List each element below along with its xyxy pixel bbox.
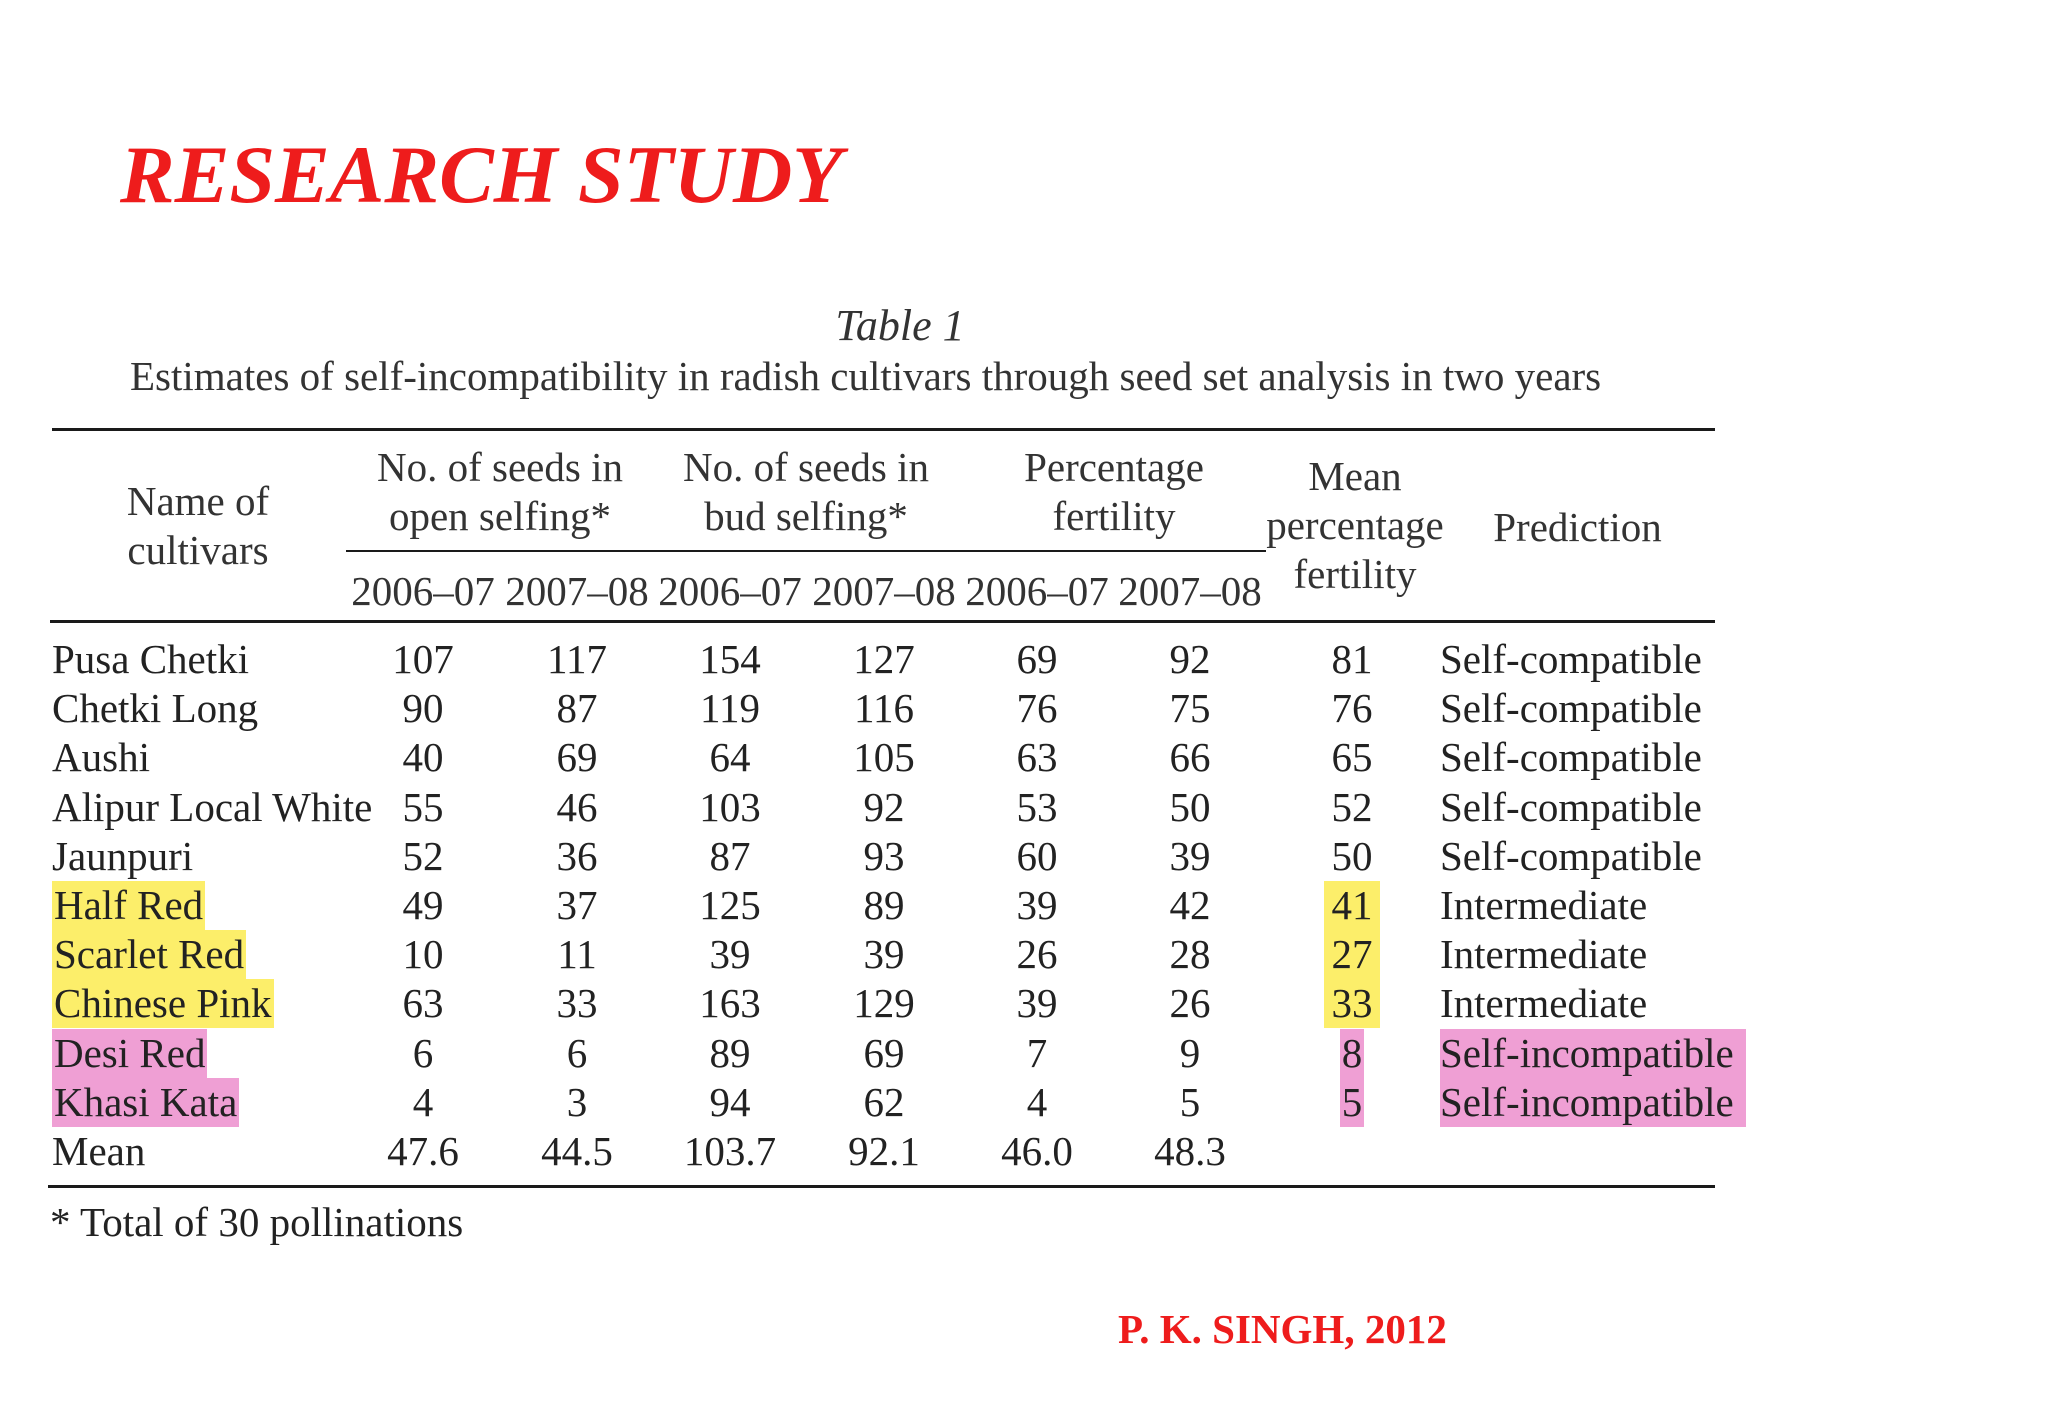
value-cell: 36 — [556, 832, 598, 879]
value-cell: 39 — [863, 931, 905, 978]
mean-fertility-cell: 81 — [1331, 636, 1373, 682]
value-cell: 127 — [853, 636, 915, 682]
value-cell: 37 — [556, 882, 598, 928]
header-year: 2006–07 — [965, 568, 1109, 614]
header-open-selfing-line: No. of seeds in — [377, 444, 623, 490]
value-cell: 60 — [1016, 832, 1058, 879]
value-cell: 75 — [1169, 685, 1211, 732]
value-cell: 64 — [709, 734, 751, 781]
header-open-selfing — [350, 443, 650, 541]
mean-fertility-cell: 52 — [1331, 783, 1373, 830]
table-top-rule — [52, 428, 1715, 431]
mean-row-label: Mean — [52, 1128, 146, 1174]
cultivar-name: Chinese Pink — [54, 980, 272, 1027]
cultivar-name: Chetki Long — [52, 685, 259, 732]
mean-row-value: 103.7 — [683, 1128, 777, 1174]
mean-fertility-cell: 76 — [1331, 685, 1373, 732]
mean-row-value: 48.3 — [1154, 1128, 1226, 1174]
value-cell: 4 — [412, 1078, 434, 1125]
value-cell: 107 — [392, 636, 454, 682]
value-cell: 89 — [863, 882, 905, 928]
value-cell: 93 — [863, 832, 905, 879]
mean-fertility-cell: 27 — [1324, 930, 1380, 979]
table-footnote: * Total of 30 pollinations — [50, 1199, 464, 1245]
value-cell: 52 — [402, 832, 444, 879]
value-cell: 4 — [1026, 1078, 1048, 1125]
author-credit: P. K. SINGH, 2012 — [1118, 1306, 1447, 1352]
header-percentage-fertility — [964, 443, 1264, 541]
value-cell: 116 — [854, 685, 914, 732]
mean-fertility-cell: 5 — [1341, 1078, 1363, 1125]
value-cell: 92 — [1169, 636, 1211, 682]
value-cell: 89 — [709, 1029, 751, 1076]
value-cell: 76 — [1016, 685, 1058, 732]
prediction-cell: Self-incompatible — [1440, 1078, 1746, 1127]
cultivar-name: Aushi — [52, 734, 150, 781]
header-percentage-fertility-line: Percentage — [1024, 444, 1204, 490]
prediction-cell: Self-compatible — [1440, 832, 1702, 879]
value-cell: 10 — [402, 931, 444, 978]
mean-fertility-cell: 8 — [1341, 1029, 1363, 1076]
value-cell: 11 — [557, 931, 597, 978]
header-bud-selfing-line: No. of seeds in — [683, 444, 929, 490]
mean-fertility-cell: 50 — [1331, 832, 1373, 879]
table-caption: Table 1 — [835, 301, 965, 350]
cultivar-name: Desi Red — [54, 1029, 206, 1076]
value-cell: 39 — [1016, 882, 1058, 928]
value-cell: 50 — [1169, 783, 1211, 830]
cultivar-name: Pusa Chetki — [52, 636, 250, 682]
prediction-cell: Self-compatible — [1440, 783, 1702, 830]
value-cell: 69 — [556, 734, 598, 781]
value-cell: 119 — [700, 685, 760, 732]
value-cell: 90 — [402, 685, 444, 732]
value-cell: 125 — [699, 882, 761, 928]
value-cell: 33 — [556, 980, 598, 1027]
value-cell: 87 — [556, 685, 598, 732]
value-cell: 69 — [863, 1029, 905, 1076]
prediction-cell: Intermediate — [1440, 882, 1648, 928]
header-name — [98, 477, 298, 575]
header-name-line: Name of — [126, 478, 270, 524]
cultivar-name: Scarlet Red — [54, 931, 245, 978]
value-cell: 63 — [1016, 734, 1058, 781]
value-cell: 53 — [1016, 783, 1058, 830]
prediction-cell: Self-compatible — [1440, 734, 1702, 781]
header-mean-percentage — [1260, 452, 1450, 599]
mean-fertility-cell: 33 — [1324, 979, 1380, 1028]
value-cell: 63 — [402, 980, 444, 1027]
cultivar-name: Alipur Local White — [52, 783, 373, 830]
value-cell: 40 — [402, 734, 444, 781]
header-year: 2006–07 — [351, 568, 495, 614]
value-cell: 163 — [699, 980, 761, 1027]
value-cell: 28 — [1169, 931, 1211, 978]
value-cell: 3 — [566, 1078, 588, 1125]
header-bottom-rule — [50, 620, 1715, 623]
slide-title: RESEARCH STUDY — [120, 129, 843, 220]
header-mean-percentage-line: percentage — [1266, 502, 1444, 548]
cultivar-name: Khasi Kata — [54, 1078, 238, 1125]
header-name-line: cultivars — [127, 527, 269, 573]
mean-row-value: 44.5 — [541, 1128, 613, 1174]
mean-row-value: 46.0 — [1001, 1128, 1073, 1174]
value-cell: 94 — [709, 1078, 751, 1125]
value-cell: 105 — [853, 734, 915, 781]
value-cell: 55 — [402, 783, 444, 830]
value-cell: 6 — [566, 1029, 588, 1076]
value-cell: 39 — [709, 931, 751, 978]
header-year: 2006–07 — [658, 568, 802, 614]
value-cell: 6 — [412, 1029, 434, 1076]
value-cell: 66 — [1169, 734, 1211, 781]
mean-row-value: 92.1 — [848, 1128, 920, 1174]
value-cell: 87 — [709, 832, 751, 879]
header-group-rule — [346, 550, 1266, 552]
header-mean-percentage-line: Mean — [1308, 453, 1402, 499]
header-year: 2007–08 — [812, 568, 956, 614]
cultivar-name: Half Red — [54, 882, 204, 928]
header-mean-percentage-line: fertility — [1293, 551, 1417, 597]
header-prediction: Prediction — [1493, 504, 1662, 550]
prediction-cell: Self-compatible — [1440, 685, 1702, 732]
prediction-cell: Intermediate — [1440, 931, 1648, 978]
value-cell: 117 — [547, 636, 607, 682]
value-cell: 46 — [556, 783, 598, 830]
value-cell: 49 — [402, 882, 444, 928]
value-cell: 62 — [863, 1078, 905, 1125]
header-open-selfing-line: open selfing* — [388, 493, 612, 539]
value-cell: 26 — [1016, 931, 1058, 978]
prediction-cell: Self-compatible — [1440, 636, 1702, 682]
value-cell: 39 — [1169, 832, 1211, 879]
cultivar-name: Jaunpuri — [52, 832, 194, 879]
value-cell: 154 — [699, 636, 761, 682]
value-cell: 26 — [1169, 980, 1211, 1027]
prediction-cell: Self-incompatible — [1440, 1029, 1746, 1078]
value-cell: 9 — [1179, 1029, 1201, 1076]
header-bud-selfing — [656, 443, 956, 541]
mean-fertility-cell: 41 — [1324, 881, 1380, 930]
value-cell: 5 — [1179, 1078, 1201, 1125]
value-cell: 7 — [1026, 1029, 1048, 1076]
table-bottom-rule — [48, 1185, 1715, 1188]
mean-row-value: 47.6 — [387, 1128, 459, 1174]
header-year: 2007–08 — [505, 568, 649, 614]
prediction-cell: Intermediate — [1440, 980, 1648, 1027]
value-cell: 39 — [1016, 980, 1058, 1027]
value-cell: 69 — [1016, 636, 1058, 682]
value-cell: 129 — [853, 980, 915, 1027]
mean-fertility-cell: 65 — [1331, 734, 1373, 781]
table-subcaption: Estimates of self-incompatibility in radish cultivars through seed set analysis in two years — [130, 353, 1602, 399]
value-cell: 92 — [863, 783, 905, 830]
header-year: 2007–08 — [1118, 568, 1262, 614]
value-cell: 42 — [1169, 882, 1211, 928]
header-percentage-fertility-line: fertility — [1052, 493, 1176, 539]
header-bud-selfing-line: bud selfing* — [704, 493, 908, 539]
value-cell: 103 — [699, 783, 761, 830]
